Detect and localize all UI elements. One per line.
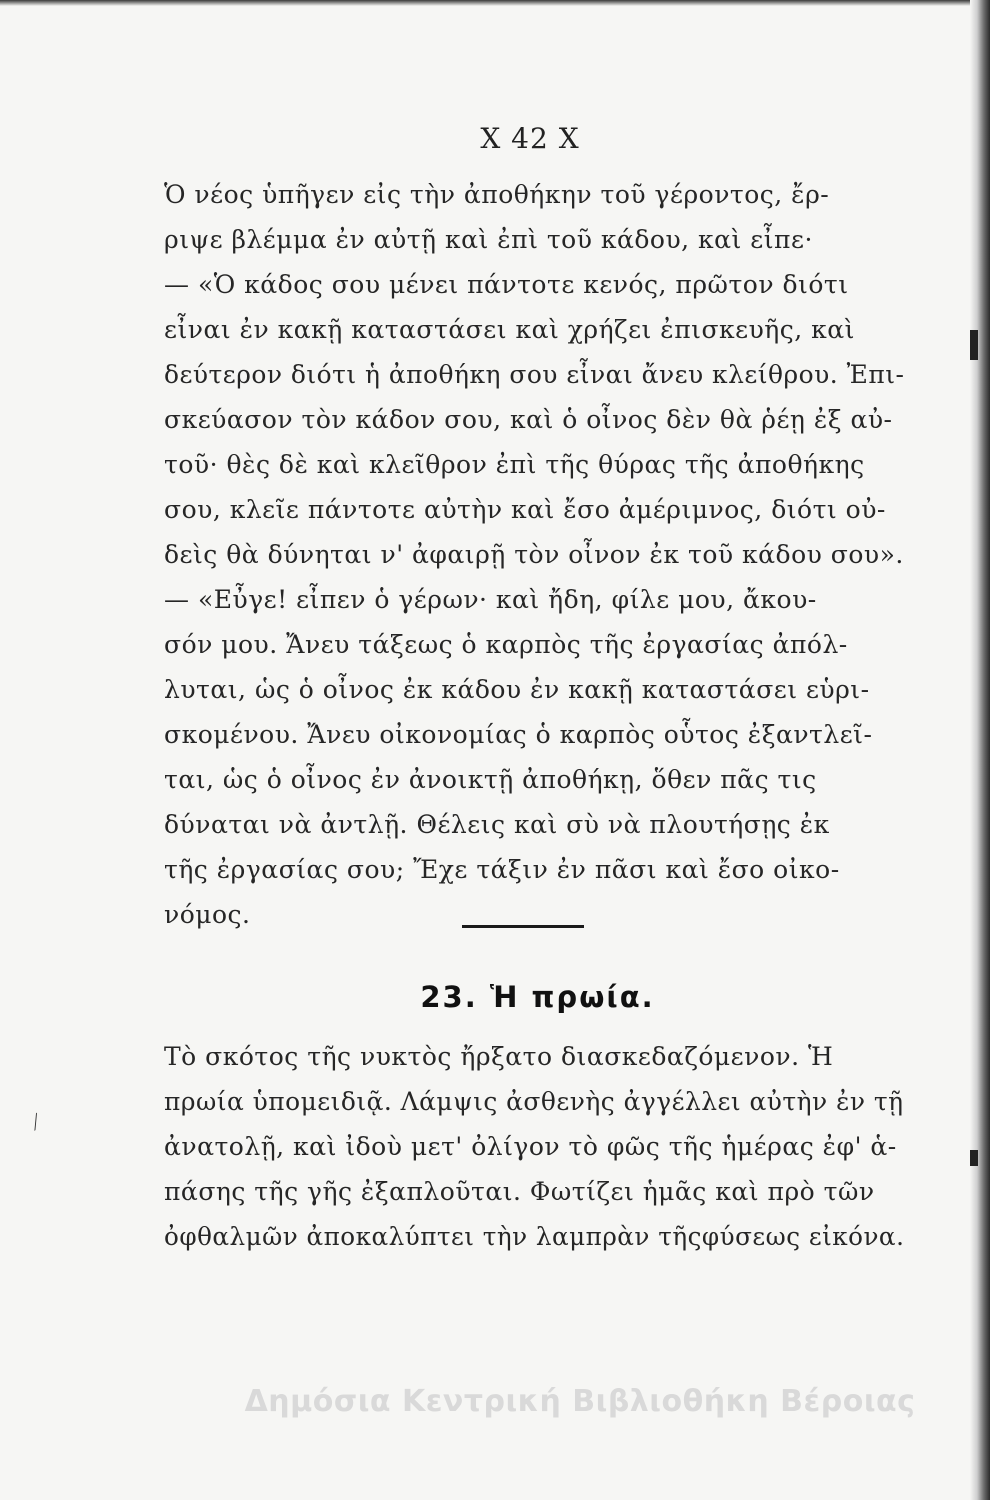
section-divider <box>462 925 584 928</box>
text-line: σκεύασον τὸν κάδον σου, καὶ ὁ οἶνος δὲν θὰ ῥέῃ ἐξ αὐ- <box>164 405 893 434</box>
text-line: τοῦ· θὲς δὲ καὶ κλεῖθρον ἐπὶ τῆς θύρας τῆς ἀποθήκης <box>164 450 865 479</box>
section-two-text <box>164 1034 904 1259</box>
text-line: δεὶς θὰ δύνηται ν' ἀφαιρῇ τὸν οἶνον ἐκ τοῦ κάδου σου». <box>164 540 904 569</box>
text-line: εἶναι ἐν κακῇ καταστάσει καὶ χρήζει ἐπισκευῆς, καὶ <box>164 315 855 344</box>
scan-binding-edge <box>970 0 990 1500</box>
text-line: ται, ὡς ὁ οἶνος ἐν ἀνοικτῇ ἀποθήκῃ, ὅθεν πᾶς τις <box>164 765 817 794</box>
text-line: σου, κλεῖε πάντοτε αὐτὴν καὶ ἔσο ἀμέριμνος, διότι οὐ- <box>164 495 886 524</box>
text-line: σόν μου. Ἄνευ τάξεως ὁ καρπὸς τῆς ἐργασίας ἀπόλ- <box>164 630 848 659</box>
text-line: σκομένου. Ἄνευ οἰκονομίας ὁ καρπὸς οὗτος ἐξαντλεῖ- <box>164 720 873 749</box>
text-line: δύναται νὰ ἀντλῇ. Θέλεις καὶ σὺ νὰ πλουτήσῃς ἐκ <box>164 810 830 839</box>
margin-mark: ⟋ <box>25 1110 48 1135</box>
text-line: Ὁ νέος ὑπῆγεν εἰς τὴν ἀποθήκην τοῦ γέροντος, ἔρ- <box>164 180 830 209</box>
edge-mark <box>970 330 978 360</box>
text-line: πρωία ὑπομειδιᾷ. Λάμψις ἀσθενὴς ἀγγέλλει αὐτὴν ἐν τῇ <box>164 1087 904 1116</box>
text-line: — «Ὁ κάδος σου μένει πάντοτε κενός, πρῶτον διότι <box>164 270 849 299</box>
text-line: ριψε βλέμμα ἐν αὐτῇ καὶ ἐπὶ τοῦ κάδου, καὶ εἶπε· <box>164 225 813 254</box>
text-line: ὀφθαλμῶν ἀποκαλύπτει τὴν λαμπρὰν τῆςφύσεως εἰκόνα. <box>164 1222 905 1251</box>
section-heading: 23. Ἡ πρωία. <box>420 980 655 1014</box>
text-line: — «Εὖγε! εἶπεν ὁ γέρων· καὶ ἤδη, φίλε μου, ἄκου- <box>164 585 817 614</box>
text-line: Τὸ σκότος τῆς νυκτὸς ἤρξατο διασκεδαζόμενον. Ἡ <box>164 1042 834 1071</box>
text-line: νόμος. <box>164 900 251 929</box>
text-line: λυται, ὡς ὁ οἶνος ἐκ κάδου ἐν κακῇ καταστάσει εὑρι- <box>164 675 870 704</box>
section-one-text <box>164 172 904 937</box>
text-line: τῆς ἐργασίας σου; Ἔχε τάξιν ἐν πᾶσι καὶ ἔσο οἰκο- <box>164 855 840 884</box>
text-line: ἀνατολῇ, καὶ ἰδοὺ μετ' ὀλίγον τὸ φῶς τῆς ἡμέρας ἐφ' ἁ- <box>164 1132 897 1161</box>
text-line: πάσης τῆς γῆς ἐξαπλοῦται. Φωτίζει ἡμᾶς καὶ πρὸ τῶν <box>164 1177 875 1206</box>
text-line: δεύτερον διότι ἡ ἀποθήκη σου εἶναι ἄνευ κλείθρου. Ἐπι- <box>164 360 905 389</box>
scan-top-edge <box>0 0 990 6</box>
library-watermark: Δημόσια Κεντρική Βιβλιοθήκη Βέροιας <box>244 1384 916 1419</box>
page-number: Χ 42 Χ <box>480 122 580 155</box>
edge-mark <box>970 1150 978 1166</box>
